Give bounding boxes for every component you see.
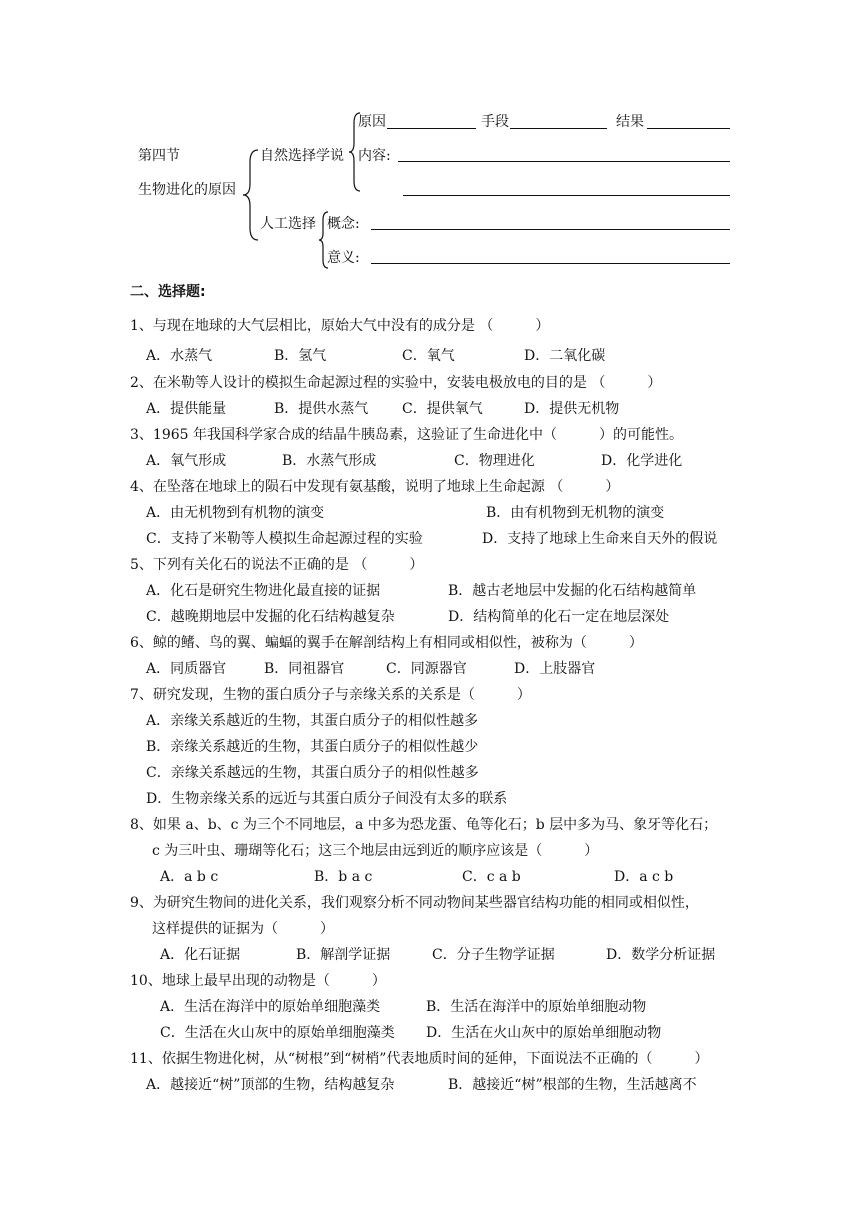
question-stem: 3、1965 年我国科学家合成的结晶牛胰岛素，这验证了生命进化中（ ）的可能性。 <box>130 427 683 443</box>
question-stem: 2、在米勒等人设计的模拟生命起源过程的实验中，安装电极放电的目的是 （ ） <box>130 375 662 391</box>
option-a: A．水蒸气 <box>146 348 213 364</box>
question-stem: 1、与现在地球的大气层相比，原始大气中没有的成分是 （ ） <box>130 318 550 334</box>
question-stem: 6、鲸的鳍、鸟的翼、蝙蝠的翼手在解剖结构上有相同或相似性，被称为（ ） <box>130 635 643 651</box>
meaning-label: 意义: <box>327 250 360 266</box>
means-blank <box>510 128 607 129</box>
question-stem: 11、依据生物进化树，从“树根”到“树梢”代表地质时间的延伸，下面说法不正确的（ ） <box>130 1051 709 1067</box>
option-c: C．分子生物学证据 <box>432 947 555 963</box>
question-stem-continued: 这样提供的证据为（ ） <box>152 921 334 937</box>
option-c: C．越晚期地层中发掘的化石结构越复杂 <box>146 609 395 625</box>
section-number: 第四节 <box>138 148 180 164</box>
content-blank-2 <box>403 195 730 196</box>
option-a: A．由无机物到有机物的演变 <box>146 505 325 521</box>
option-c: C．氧气 <box>402 348 455 364</box>
reason-blank <box>387 128 476 129</box>
option-d: D．生物亲缘关系的远近与其蛋白质分子间没有太多的联系 <box>146 791 508 807</box>
option-a: A．生活在海洋中的原始单细胞藻类 <box>160 999 381 1015</box>
option-b: B．同祖器官 <box>264 661 345 677</box>
option-a: A．越接近“树”顶部的生物，结构越复杂 <box>146 1077 395 1093</box>
option-c: C．物理进化 <box>454 453 535 469</box>
option-b: B．越接近“树”根部的生物，生活越离不 <box>448 1077 697 1093</box>
option-d: D．提供无机物 <box>524 401 620 417</box>
reason-label: 原因 <box>358 114 386 130</box>
option-a: A．化石是研究生物进化最直接的证据 <box>146 583 381 599</box>
question-stem-continued: c 为三叶虫、珊瑚等化石；这三个地层由远到近的顺序应该是（ ） <box>152 843 599 859</box>
content-blank-1 <box>398 161 730 162</box>
option-b: B．解剖学证据 <box>296 947 391 963</box>
option-c: C．提供氧气 <box>402 401 483 417</box>
option-b: B．b a c <box>314 869 373 885</box>
result-label: 结果 <box>616 114 644 130</box>
option-a: A．氧气形成 <box>146 453 227 469</box>
option-b: B．提供水蒸气 <box>274 401 369 417</box>
section-heading: 二、选择题: <box>130 284 206 300</box>
artificial-selection-label: 人工选择 <box>260 216 316 232</box>
outline-brace-main <box>240 150 260 240</box>
option-a: A．化石证据 <box>160 947 241 963</box>
result-blank <box>647 128 730 129</box>
option-b: B．越古老地层中发掘的化石结构越简单 <box>448 583 697 599</box>
means-label: 手段 <box>481 114 509 130</box>
option-a: A．提供能量 <box>146 401 227 417</box>
question-stem: 4、在坠落在地球上的陨石中发现有氨基酸，说明了地球上生命起源 （ ） <box>130 479 620 495</box>
option-d: D．数学分析证据 <box>606 947 716 963</box>
option-c: C．生活在火山灰中的原始单细胞藻类 <box>160 1025 395 1041</box>
option-c: C．支持了米勒等人模拟生命起源过程的实验 <box>146 531 423 547</box>
option-b: B．水蒸气形成 <box>282 453 377 469</box>
option-a: A．同质器官 <box>146 661 227 677</box>
content-label: 内容: <box>358 148 391 164</box>
option-c: C．c a b <box>462 869 521 885</box>
option-c: C．亲缘关系越远的生物，其蛋白质分子的相似性越多 <box>146 765 479 781</box>
section-title: 生物进化的原因 <box>138 182 236 198</box>
question-stem: 5、下列有关化石的说法不正确的是 （ ） <box>130 557 424 573</box>
question-stem: 10、地球上最早出现的动物是（ ） <box>130 973 386 989</box>
option-d: D．二氧化碳 <box>524 348 606 364</box>
option-d: D．化学进化 <box>601 453 683 469</box>
concept-label: 概念: <box>327 216 360 232</box>
option-a: A．a b c <box>160 869 219 885</box>
option-a: A．亲缘关系越近的生物，其蛋白质分子的相似性越多 <box>146 713 479 729</box>
question-stem: 9、为研究生物间的进化关系，我们观察分析不同动物间某些器官结构功能的相同或相似性， <box>130 895 699 911</box>
option-c: C．同源器官 <box>386 661 467 677</box>
question-stem: 7、研究发现，生物的蛋白质分子与亲缘关系的关系是（ ） <box>130 687 531 703</box>
option-d: D．a c b <box>614 869 674 885</box>
option-d: D．支持了地球上生命来自天外的假说 <box>482 531 718 547</box>
option-b: B．由有机物到无机物的演变 <box>486 505 665 521</box>
question-stem: 8、如果 a、b、c 为三个不同地层，a 中多为恐龙蛋、龟等化石；b 层中多为马、象牙等化石； <box>130 817 718 833</box>
option-d: D．结构简单的化石一定在地层深处 <box>448 609 670 625</box>
option-d: D．上肢器官 <box>514 661 596 677</box>
option-b: B．亲缘关系越近的生物，其蛋白质分子的相似性越少 <box>146 739 479 755</box>
option-b: B．生活在海洋中的原始单细胞动物 <box>426 999 647 1015</box>
natural-selection-label: 自然选择学说 <box>260 148 344 164</box>
meaning-blank <box>371 263 730 264</box>
concept-blank <box>371 229 730 230</box>
option-d: D．生活在火山灰中的原始单细胞动物 <box>426 1025 662 1041</box>
option-b: B．氢气 <box>274 348 327 364</box>
